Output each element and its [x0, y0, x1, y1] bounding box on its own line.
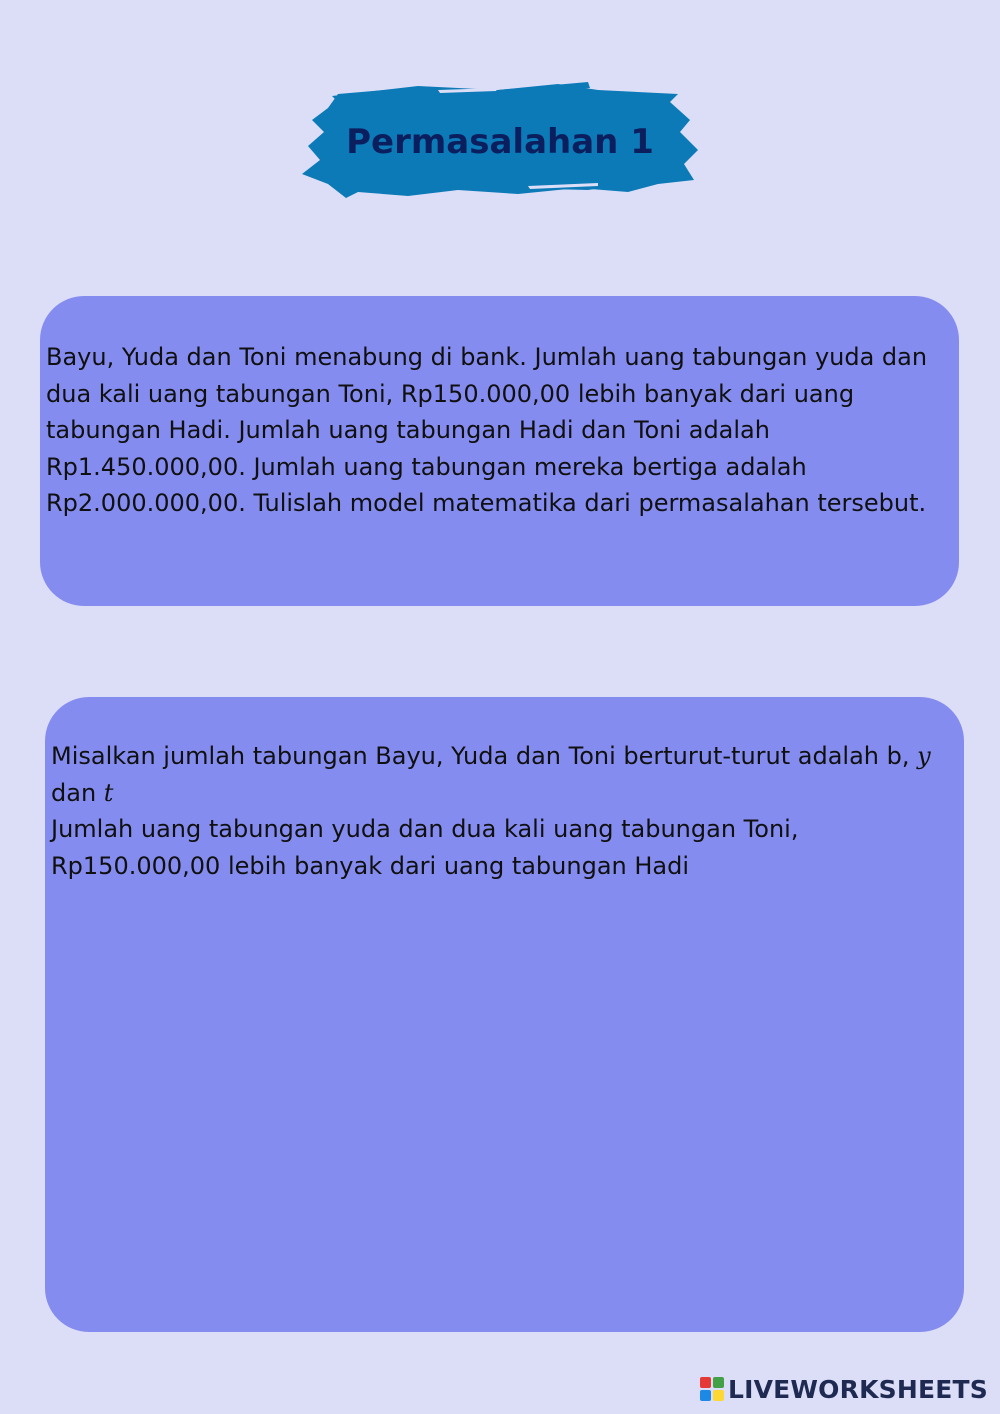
answer-conjunction: dan: [51, 778, 97, 807]
answer-text: [51, 738, 956, 884]
logo-text: LIVEWORKSHEETS: [727, 1374, 988, 1404]
title-banner: [298, 80, 702, 210]
problem-card: [40, 296, 959, 606]
answer-card: [45, 697, 964, 1332]
problem-text: Bayu, Yuda dan Toni menabung di bank. Jumlah uang tabungan yuda dan dua kali uang tabungan Toni, Rp150.000,00 lebih banyak dari uang tabungan Hadi. Jumlah uang tabungan Hadi dan Toni adalah Rp1.450.000,00. Jumlah uang tabungan mereka bertiga adalah Rp2.000.000,00. Tulislah model matematika dari permasalahan tersebut.: [46, 343, 928, 517]
page-title: Permasalahan 1: [346, 122, 654, 162]
variable-y: y: [917, 742, 931, 770]
answer-statement: Jumlah uang tabungan yuda dan dua kali uang tabungan Toni, Rp150.000,00 lebih banyak dari uang tabungan Hadi: [51, 815, 799, 880]
liveworksheets-icon: [700, 1377, 724, 1401]
liveworksheets-logo: [700, 1374, 988, 1404]
variable-t: t: [103, 778, 114, 807]
answer-intro: Misalkan jumlah tabungan Bayu, Yuda dan Toni berturut-turut adalah b,: [51, 742, 910, 770]
